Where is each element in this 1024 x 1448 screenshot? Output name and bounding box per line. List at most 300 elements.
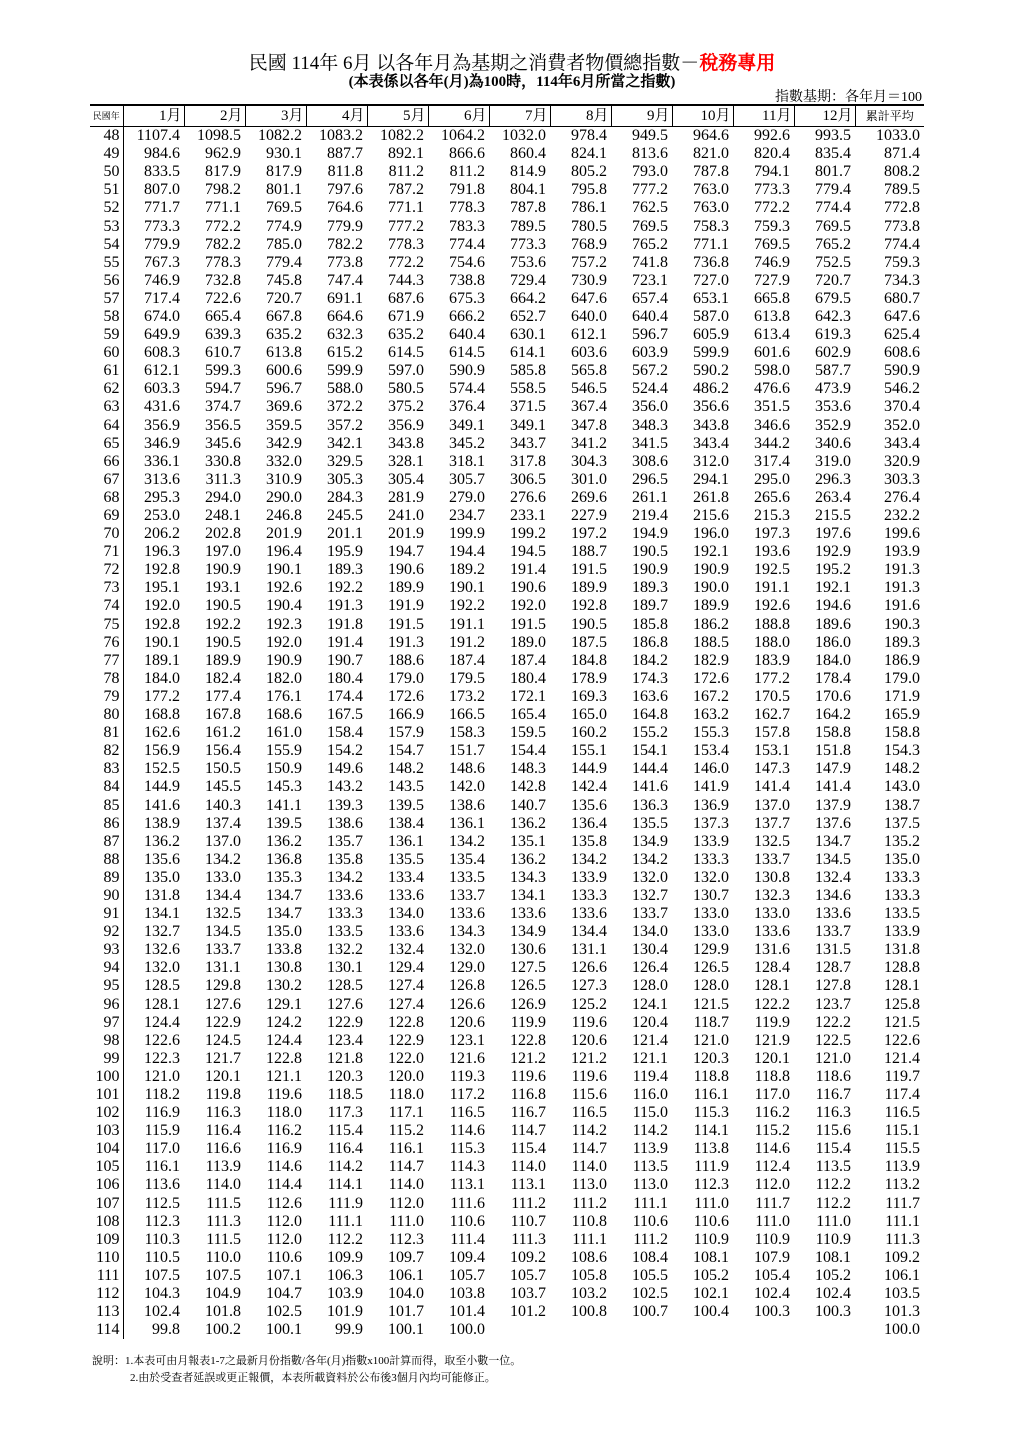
index-cell: 597.0 (388, 362, 424, 380)
index-cell: 99.8 (152, 1321, 180, 1339)
index-cell: 356.6 (693, 398, 729, 416)
table-row (90, 362, 924, 380)
index-cell: 122.9 (205, 1013, 241, 1031)
header-row (90, 105, 924, 127)
index-cell: 111.7 (885, 1194, 920, 1212)
year-cell: 68 (90, 489, 123, 507)
index-cell: 115.3 (693, 1104, 729, 1122)
index-cell: 121.0 (144, 1067, 180, 1085)
year-cell: 54 (90, 236, 123, 254)
year-cell: 104 (90, 1140, 123, 1158)
header-year: 民國年 (90, 105, 123, 127)
index-cell: 1064.2 (441, 127, 485, 145)
table-row (90, 1285, 924, 1303)
index-cell: 138.6 (327, 814, 363, 832)
index-cell: 114.7 (388, 1158, 424, 1176)
year-cell: 80 (90, 706, 123, 724)
index-cell: 791.8 (449, 181, 485, 199)
index-cell: 197.6 (815, 525, 851, 543)
index-cell: 112.0 (266, 1230, 302, 1248)
index-cell: 148.6 (449, 760, 485, 778)
index-cell: 305.4 (388, 470, 424, 488)
index-cell: 795.8 (571, 181, 607, 199)
table-row (90, 815, 924, 833)
index-cell: 114.1 (693, 1122, 729, 1140)
index-cell: 294.1 (693, 470, 729, 488)
table-row (90, 1086, 924, 1104)
index-cell: 117.0 (754, 1086, 790, 1104)
index-cell: 129.1 (266, 995, 302, 1013)
index-cell: 135.6 (144, 850, 180, 868)
index-cell: 374.7 (205, 398, 241, 416)
index-cell: 732.8 (205, 271, 241, 289)
index-cell: 808.2 (884, 163, 920, 181)
index-cell: 134.0 (388, 905, 424, 923)
index-cell: 774.4 (884, 235, 920, 253)
index-cell: 640.4 (449, 326, 485, 344)
index-cell: 127.6 (205, 995, 241, 1013)
index-cell: 133.5 (449, 868, 485, 886)
index-cell: 336.1 (144, 452, 180, 470)
index-cell: 121.5 (884, 1013, 920, 1031)
index-cell: 738.8 (449, 271, 485, 289)
index-cell: 188.5 (693, 633, 729, 651)
index-cell: 117.3 (327, 1104, 363, 1122)
index-cell: 150.9 (266, 760, 302, 778)
index-cell: 189.6 (815, 615, 851, 633)
index-cell: 117.1 (388, 1104, 424, 1122)
index-cell: 727.0 (693, 271, 729, 289)
index-cell: 356.0 (632, 398, 668, 416)
index-cell (550, 1321, 611, 1339)
index-cell: 190.4 (266, 597, 302, 615)
index-cell: 183.9 (754, 651, 790, 669)
index-cell: 163.2 (693, 706, 729, 724)
index-cell: 111.2 (511, 1194, 546, 1212)
index-cell: 341.5 (632, 434, 668, 452)
index-cell: 546.2 (884, 380, 920, 398)
index-cell: 160.2 (571, 724, 607, 742)
index-cell: 142.8 (510, 778, 546, 796)
table-row (90, 742, 924, 760)
index-cell: 124.2 (266, 1013, 302, 1031)
index-cell: 1083.2 (319, 127, 363, 145)
index-cell: 353.6 (815, 398, 851, 416)
index-cell: 184.2 (632, 651, 668, 669)
index-cell: 140.7 (510, 796, 546, 814)
index-cell: 138.7 (884, 796, 920, 814)
index-cell: 114.6 (449, 1122, 485, 1140)
index-cell: 304.3 (571, 452, 607, 470)
index-cell: 717.4 (144, 289, 180, 307)
index-cell: 133.0 (693, 905, 729, 923)
year-cell: 82 (90, 742, 123, 760)
index-cell: 130.8 (754, 868, 790, 886)
index-cell: 133.9 (884, 923, 920, 941)
index-cell: 135.3 (266, 868, 302, 886)
table-row (90, 471, 924, 489)
index-cell: 157.9 (388, 724, 424, 742)
year-cell: 50 (90, 163, 123, 181)
index-cell: 720.7 (266, 289, 302, 307)
table-row (90, 344, 924, 362)
index-cell: 887.7 (327, 145, 363, 163)
index-cell: 613.8 (266, 344, 302, 362)
index-cell: 192.0 (144, 597, 180, 615)
index-cell: 137.5 (884, 814, 920, 832)
index-cell: 807.0 (144, 181, 180, 199)
index-cell: 192.2 (327, 579, 363, 597)
index-cell: 765.2 (632, 235, 668, 253)
index-cell: 119.6 (266, 1086, 302, 1104)
index-cell: 150.5 (205, 760, 241, 778)
index-cell: 764.6 (327, 199, 363, 217)
index-cell: 116.7 (510, 1104, 546, 1122)
index-cell: 132.6 (144, 941, 180, 959)
table-row (90, 996, 924, 1014)
index-cell: 105.8 (571, 1266, 607, 1284)
table-header (90, 105, 924, 127)
index-cell: 114.6 (754, 1140, 790, 1158)
year-cell: 73 (90, 579, 123, 597)
index-cell: 172.6 (388, 687, 424, 705)
index-cell: 191.9 (388, 597, 424, 615)
index-cell: 757.2 (571, 253, 607, 271)
index-cell: 767.3 (144, 253, 180, 271)
index-cell: 161.2 (205, 724, 241, 742)
index-cell: 120.3 (693, 1049, 729, 1067)
index-cell: 109.7 (388, 1248, 424, 1266)
index-cell: 130.4 (632, 941, 668, 959)
header-month: 12月 (794, 105, 855, 127)
index-cell: 178.4 (815, 669, 851, 687)
index-cell: 147.9 (815, 760, 851, 778)
index-cell: 133.3 (884, 886, 920, 904)
index-cell: 113.9 (205, 1158, 241, 1176)
index-cell: 281.9 (388, 488, 424, 506)
index-cell: 215.5 (815, 507, 851, 525)
index-cell: 612.1 (144, 362, 180, 380)
index-cell: 778.3 (205, 253, 241, 271)
index-cell: 133.3 (327, 905, 363, 923)
index-cell: 120.1 (205, 1067, 241, 1085)
index-cell: 135.1 (510, 832, 546, 850)
index-cell: 132.0 (693, 868, 729, 886)
index-cell: 352.9 (815, 416, 851, 434)
year-cell: 49 (90, 145, 123, 163)
index-cell: 780.5 (571, 217, 607, 235)
index-cell: 110.0 (205, 1248, 241, 1266)
index-cell: 639.3 (205, 326, 241, 344)
index-cell: 193.6 (754, 543, 790, 561)
index-cell: 184.8 (571, 651, 607, 669)
index-cell: 811.8 (327, 163, 363, 181)
index-cell: 111.7 (755, 1194, 790, 1212)
index-cell: 978.4 (571, 127, 607, 145)
index-cell: 100.8 (571, 1303, 607, 1321)
index-cell: 121.5 (693, 995, 729, 1013)
index-cell: 215.3 (754, 507, 790, 525)
index-cell: 197.3 (754, 525, 790, 543)
index-cell: 640.4 (632, 307, 668, 325)
year-cell: 108 (90, 1213, 123, 1231)
table-row (90, 398, 924, 416)
index-cell: 201.9 (266, 525, 302, 543)
index-cell: 746.9 (754, 253, 790, 271)
table-row (90, 181, 924, 199)
index-cell: 126.9 (510, 995, 546, 1013)
index-cell: 665.4 (205, 307, 241, 325)
index-cell: 118.2 (144, 1086, 180, 1104)
table-row (90, 1032, 924, 1050)
index-cell: 115.9 (144, 1122, 180, 1140)
index-cell: 741.8 (632, 253, 668, 271)
index-cell: 192.1 (815, 579, 851, 597)
index-cell: 127.6 (327, 995, 363, 1013)
index-cell: 133.7 (449, 886, 485, 904)
index-cell: 132.7 (632, 886, 668, 904)
table-row (90, 905, 924, 923)
year-cell: 67 (90, 471, 123, 489)
index-cell: 137.4 (205, 814, 241, 832)
index-cell: 476.6 (754, 380, 790, 398)
index-cell: 111.1 (885, 1212, 920, 1230)
year-cell: 101 (90, 1086, 123, 1104)
index-cell: 769.5 (632, 217, 668, 235)
index-cell: 154.1 (632, 742, 668, 760)
index-cell: 114.0 (388, 1176, 424, 1194)
index-cell: 133.6 (754, 923, 790, 941)
index-cell: 191.1 (449, 615, 485, 633)
index-cell: 614.1 (510, 344, 546, 362)
index-cell: 111.3 (206, 1212, 241, 1230)
table-row (90, 634, 924, 652)
index-cell: 993.5 (815, 127, 851, 145)
index-cell: 159.5 (510, 724, 546, 742)
index-cell: 778.3 (388, 235, 424, 253)
index-cell: 118.8 (693, 1067, 729, 1085)
year-cell: 112 (90, 1285, 123, 1303)
footnote-2: 2.由於受查者延誤或更正報價，本表所載資料於公布後3個月內均可能修正。 (130, 1372, 496, 1384)
index-cell: 614.5 (449, 344, 485, 362)
index-cell: 111.5 (206, 1194, 241, 1212)
index-cell: 111.4 (450, 1230, 485, 1248)
table-row (90, 525, 924, 543)
index-cell: 111.1 (572, 1230, 607, 1248)
index-cell: 119.4 (632, 1067, 668, 1085)
index-cell: 122.3 (144, 1049, 180, 1067)
index-cell: 303.3 (884, 470, 920, 488)
index-cell: 118.5 (327, 1086, 363, 1104)
index-cell: 182.9 (693, 651, 729, 669)
index-cell: 134.1 (510, 886, 546, 904)
index-cell: 107.5 (205, 1266, 241, 1284)
index-cell: 112.3 (388, 1230, 424, 1248)
table-row (90, 1014, 924, 1032)
index-cell: 114.4 (266, 1176, 302, 1194)
table-row (90, 778, 924, 796)
year-cell: 65 (90, 435, 123, 453)
index-cell: 265.6 (754, 488, 790, 506)
index-cell: 174.4 (327, 687, 363, 705)
index-cell: 121.0 (815, 1049, 851, 1067)
index-cell: 769.5 (266, 199, 302, 217)
index-cell: 191.5 (388, 615, 424, 633)
index-cell: 191.5 (571, 561, 607, 579)
index-cell: 116.2 (266, 1122, 302, 1140)
index-cell: 130.2 (266, 977, 302, 995)
index-cell: 276.6 (510, 488, 546, 506)
index-cell: 170.5 (754, 687, 790, 705)
index-cell: 197.0 (205, 543, 241, 561)
index-cell: 134.9 (510, 923, 546, 941)
year-cell: 94 (90, 959, 123, 977)
index-cell (672, 1321, 733, 1339)
index-cell: 111.0 (816, 1212, 851, 1230)
index-cell: 190.1 (449, 579, 485, 597)
index-cell: 145.3 (266, 778, 302, 796)
index-cell: 133.6 (510, 905, 546, 923)
index-cell: 189.9 (388, 579, 424, 597)
index-cell: 610.7 (205, 344, 241, 362)
index-cell: 319.0 (815, 452, 851, 470)
index-cell: 134.6 (815, 886, 851, 904)
index-cell: 166.5 (449, 706, 485, 724)
year-cell: 98 (90, 1032, 123, 1050)
index-cell: 195.1 (144, 579, 180, 597)
index-cell: 813.6 (632, 145, 668, 163)
index-cell: 114.0 (571, 1158, 607, 1176)
index-cell: 176.1 (266, 687, 302, 705)
index-cell: 598.0 (754, 362, 790, 380)
index-cell: 170.6 (815, 687, 851, 705)
index-cell: 120.6 (449, 1013, 485, 1031)
index-cell: 112.6 (266, 1194, 302, 1212)
index-cell: 344.2 (754, 434, 790, 452)
index-cell: 132.0 (632, 868, 668, 886)
index-cell: 131.5 (815, 941, 851, 959)
index-cell: 524.4 (632, 380, 668, 398)
table-row (90, 923, 924, 941)
index-cell: 162.6 (144, 724, 180, 742)
index-cell: 103.8 (449, 1285, 485, 1303)
index-cell: 121.1 (266, 1067, 302, 1085)
index-cell: 165.4 (510, 706, 546, 724)
year-cell: 79 (90, 688, 123, 706)
index-cell: 632.3 (327, 326, 363, 344)
index-cell: 195.9 (327, 543, 363, 561)
index-cell: 786.1 (571, 199, 607, 217)
index-cell: 269.6 (571, 488, 607, 506)
index-cell: 189.9 (693, 597, 729, 615)
index-cell: 103.9 (327, 1285, 363, 1303)
table-row (90, 616, 924, 634)
index-cell: 135.4 (449, 850, 485, 868)
index-cell: 771.1 (693, 235, 729, 253)
index-cell: 190.9 (693, 561, 729, 579)
index-cell: 141.9 (693, 778, 729, 796)
table-row (90, 1122, 924, 1140)
index-cell: 116.6 (205, 1140, 241, 1158)
table-row (90, 435, 924, 453)
table-row (90, 941, 924, 959)
index-cell: 121.7 (205, 1049, 241, 1067)
index-cell: 613.8 (754, 307, 790, 325)
index-cell: 116.2 (754, 1104, 790, 1122)
index-cell: 190.9 (266, 651, 302, 669)
index-cell: 123.4 (327, 1031, 363, 1049)
index-cell: 680.7 (884, 289, 920, 307)
index-cell: 143.0 (884, 778, 920, 796)
index-cell: 135.6 (571, 796, 607, 814)
index-cell: 118.8 (754, 1067, 790, 1085)
index-cell: 128.5 (144, 977, 180, 995)
index-cell: 132.4 (815, 868, 851, 886)
index-cell: 107.1 (266, 1266, 302, 1284)
index-cell: 596.7 (632, 326, 668, 344)
index-cell: 111.1 (633, 1194, 668, 1212)
index-cell: 190.9 (632, 561, 668, 579)
index-cell: 121.9 (754, 1031, 790, 1049)
index-cell: 805.2 (571, 163, 607, 181)
index-cell: 131.8 (884, 941, 920, 959)
index-cell: 111.3 (885, 1230, 920, 1248)
index-cell: 178.9 (571, 669, 607, 687)
index-cell: 158.8 (815, 724, 851, 742)
index-cell: 120.1 (754, 1049, 790, 1067)
index-cell: 787.8 (693, 163, 729, 181)
index-cell: 190.6 (388, 561, 424, 579)
year-cell: 97 (90, 1014, 123, 1032)
index-cell: 798.2 (205, 181, 241, 199)
index-cell: 151.8 (815, 742, 851, 760)
index-cell: 317.4 (754, 452, 790, 470)
index-cell: 343.4 (884, 434, 920, 452)
header-month: 7月 (489, 105, 550, 127)
index-cell: 100.0 (884, 1321, 920, 1339)
index-cell: 635.2 (266, 326, 302, 344)
year-cell: 62 (90, 380, 123, 398)
index-cell: 199.6 (884, 525, 920, 543)
index-cell: 318.1 (449, 452, 485, 470)
index-cell: 320.9 (884, 452, 920, 470)
header-month: 5月 (367, 105, 428, 127)
index-cell: 608.6 (884, 344, 920, 362)
index-cell: 132.7 (144, 923, 180, 941)
index-cell: 312.0 (693, 452, 729, 470)
index-cell: 116.5 (449, 1104, 485, 1122)
index-cell: 109.9 (327, 1248, 363, 1266)
index-cell: 782.2 (205, 235, 241, 253)
index-cell (733, 1321, 794, 1339)
index-cell: 167.8 (205, 706, 241, 724)
index-cell: 730.9 (571, 271, 607, 289)
index-cell: 124.5 (205, 1031, 241, 1049)
index-cell: 103.5 (884, 1285, 920, 1303)
index-cell: 647.6 (884, 307, 920, 325)
index-cell: 817.9 (205, 163, 241, 181)
index-cell: 773.8 (884, 217, 920, 235)
index-cell: 119.3 (449, 1067, 485, 1085)
index-cell: 137.3 (693, 814, 729, 832)
index-cell: 110.6 (449, 1212, 485, 1230)
index-cell: 125.2 (571, 995, 607, 1013)
index-cell: 773.3 (754, 181, 790, 199)
index-cell: 104.9 (205, 1285, 241, 1303)
index-cell: 779.4 (815, 181, 851, 199)
index-cell: 759.3 (884, 253, 920, 271)
index-cell: 801.7 (815, 163, 851, 181)
